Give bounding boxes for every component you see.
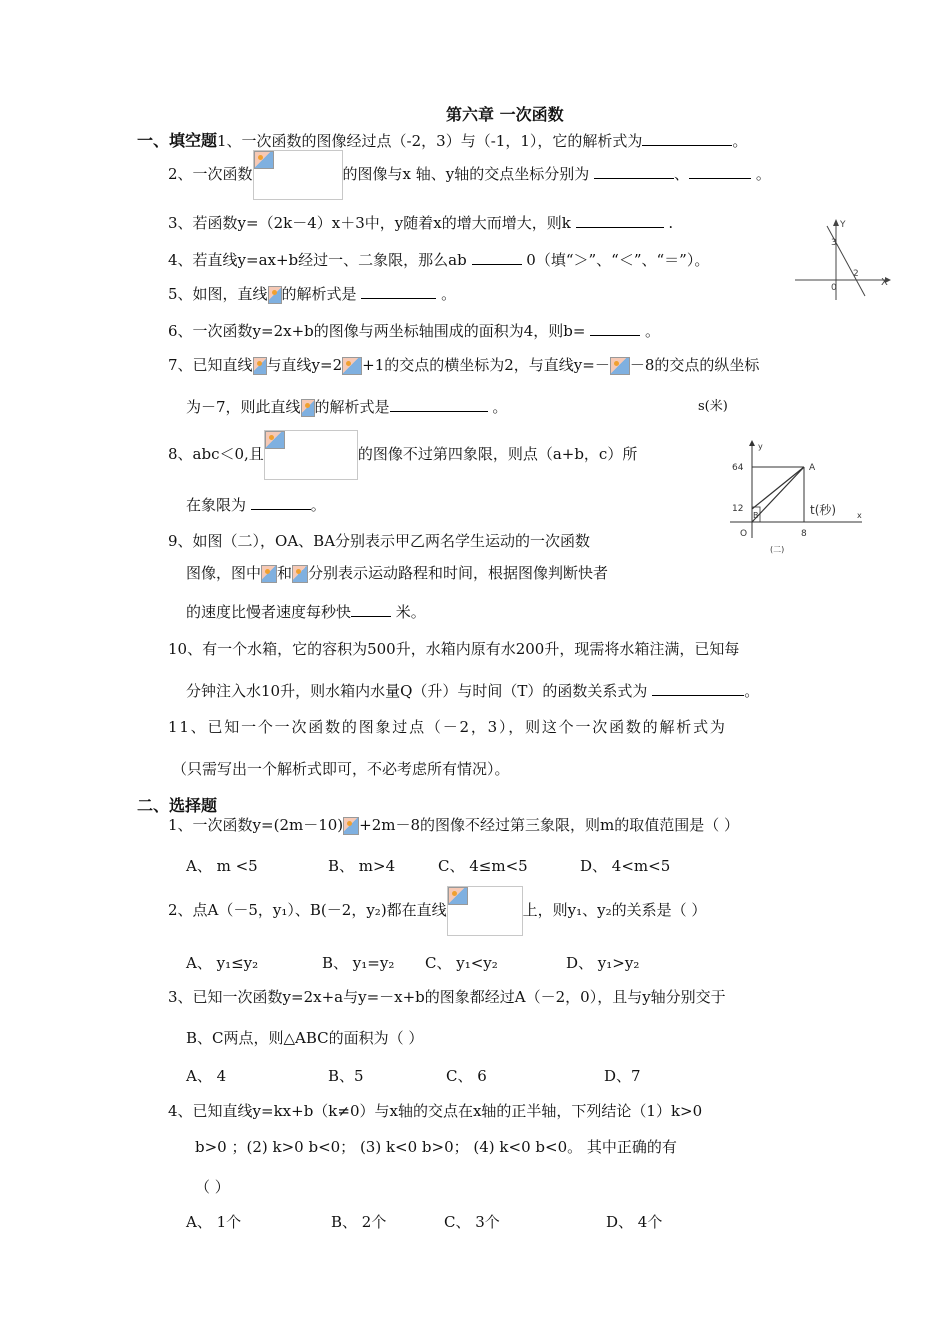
x-tick-label: 2 bbox=[853, 269, 859, 279]
line-BA bbox=[752, 467, 804, 509]
fill-q1: 一、填空题1、一次函数的图像经过点（-2，3）与（-1，1），它的解析式为 。 bbox=[137, 131, 748, 150]
t-axis-label: t(秒) bbox=[810, 503, 837, 517]
image-icon bbox=[342, 357, 362, 375]
image-icon bbox=[292, 565, 308, 583]
fill-q10-cont: 分钟注入水10升，则水箱内水量Q（升）与时间（T）的函数关系式为 。 bbox=[186, 682, 760, 700]
choice-q2: 2、点A（－5，y₁）、B(－2，y₂)都在直线 上，则y₁、y₂的关系是（ ） bbox=[168, 886, 706, 936]
origin-label: 0 bbox=[831, 283, 837, 293]
answer-blank[interactable] bbox=[594, 164, 674, 179]
choice-q3-cont: B、C两点，则△ABC的面积为（ ） bbox=[186, 1029, 424, 1047]
y-axis-arrow bbox=[833, 219, 839, 226]
image-icon bbox=[343, 817, 359, 835]
choice-q1-option-b[interactable]: B、 m>4 bbox=[328, 857, 396, 875]
image-icon bbox=[254, 151, 274, 169]
image-icon bbox=[268, 286, 282, 304]
choice-q2-option-b[interactable]: B、 y₁=y₂ bbox=[322, 954, 395, 972]
choice-q1: 1、一次函数y=(2m－10) +2m－8的图像不经过第三象限，则m的取值范围是（ ） bbox=[168, 816, 740, 834]
choice-q4-cont: b>0 ；(2) k>0 b<0； (3) k<0 b>0； (4) k<0 b<0。 其中正确的有 bbox=[195, 1138, 677, 1156]
choice-q1-option-a[interactable]: A、 m <5 bbox=[186, 857, 258, 875]
fill-q7: 7、已知直线 与直线y=2 +1的交点的横坐标为2，与直线y=－ －8的交点的纵坐标 bbox=[168, 356, 760, 374]
point-A-label: A bbox=[809, 463, 816, 473]
image-icon bbox=[448, 887, 468, 905]
choice-q3-option-b[interactable]: B、5 bbox=[328, 1067, 364, 1085]
formula-image-placeholder bbox=[447, 886, 523, 936]
fill-q7-cont: 为－7，则此直线 的解析式是 。 bbox=[186, 398, 508, 416]
fill-q8: 8、abc＜0,且 的图像不过第四象限，则点（a+b，c）所 bbox=[168, 430, 637, 480]
figure2-s-label: s(米) bbox=[698, 399, 728, 414]
fill-q3: 3、若函数y=（2k－4）x＋3中，y随着x的增大而增大，则k . bbox=[168, 214, 674, 232]
y-tick-label: 3 bbox=[831, 238, 837, 248]
choice-q3-option-c[interactable]: C、 6 bbox=[446, 1067, 487, 1085]
y-tick-12: 12 bbox=[732, 504, 744, 514]
y-axis-arrow bbox=[749, 440, 755, 446]
fill-q9-cont2: 的速度比慢者速度每秒快 米。 bbox=[186, 603, 426, 621]
image-icon bbox=[610, 357, 630, 375]
choice-q4-cont2: （ ） bbox=[195, 1178, 230, 1196]
fill-q10: 10、有一个水箱，它的容积为500升，水箱内原有水200升，现需将水箱注满，已知每 bbox=[168, 640, 740, 658]
fill-q6: 6、一次函数y=2x+b的图像与两坐标轴围成的面积为4，则b= 。 bbox=[168, 322, 661, 340]
image-icon bbox=[261, 565, 277, 583]
y-axis-label: Y bbox=[840, 220, 846, 230]
origin-label: O bbox=[740, 529, 748, 539]
fill-q9: 9、如图（二），OA、BA分别表示甲乙两名学生运动的一次函数 bbox=[168, 532, 591, 550]
choice-q4-option-a[interactable]: A、 1个 bbox=[186, 1213, 242, 1231]
answer-blank[interactable] bbox=[251, 495, 311, 510]
choice-q4-option-b[interactable]: B、 2个 bbox=[331, 1213, 387, 1231]
choice-q2-option-d[interactable]: D、 y₁>y₂ bbox=[566, 954, 640, 972]
answer-blank[interactable] bbox=[590, 321, 640, 336]
choice-q4: 4、已知直线y=kx+b（k≠0）与x轴的交点在x轴的正半轴，下列结论（1）k>0 bbox=[168, 1102, 703, 1120]
choice-q3-option-a[interactable]: A、 4 bbox=[186, 1067, 227, 1085]
answer-blank[interactable] bbox=[576, 213, 664, 228]
section2-heading: 二、选择题 bbox=[137, 796, 218, 815]
answer-blank[interactable] bbox=[351, 602, 391, 617]
choice-q3-option-d[interactable]: D、7 bbox=[604, 1067, 641, 1085]
choice-q4-option-c[interactable]: C、 3个 bbox=[444, 1213, 500, 1231]
y-axis-label: y bbox=[758, 442, 763, 451]
fill-q5: 5、如图，直线 的解析式是 。 bbox=[168, 285, 457, 303]
formula-image-placeholder bbox=[253, 150, 343, 200]
image-icon bbox=[301, 399, 315, 417]
answer-blank[interactable] bbox=[652, 681, 744, 696]
choice-q1-option-d[interactable]: D、 4<m<5 bbox=[580, 857, 671, 875]
answer-blank[interactable] bbox=[689, 164, 751, 179]
choice-q1-option-c[interactable]: C、 4≤m<5 bbox=[438, 857, 528, 875]
fill-q2: 2、一次函数 的图像与x 轴、y轴的交点坐标分别为 、 。 bbox=[168, 150, 771, 200]
figure-line-graph bbox=[795, 216, 895, 302]
fill-q9-cont: 图像，图中 和 分别表示运动路程和时间，根据图像判断快者 bbox=[186, 564, 609, 582]
choice-q2-option-c[interactable]: C、 y₁<y₂ bbox=[425, 954, 498, 972]
figure-caption: (二) bbox=[770, 545, 785, 554]
choice-q2-option-a[interactable]: A、 y₁≤y₂ bbox=[186, 954, 259, 972]
answer-blank[interactable] bbox=[361, 284, 436, 299]
section1-heading: 一、填空题 bbox=[137, 131, 218, 150]
figure-motion-graph bbox=[722, 438, 872, 558]
page-title: 第六章 一次函数 bbox=[446, 105, 564, 124]
point-B-label: B bbox=[753, 511, 759, 520]
choice-q3: 3、已知一次函数y=2x+a与y=－x+b的图象都经过A（－2，0），且与y轴分别交于 bbox=[168, 988, 726, 1006]
answer-blank[interactable] bbox=[390, 397, 488, 412]
answer-blank[interactable] bbox=[642, 131, 732, 146]
x-axis-label: X bbox=[881, 277, 888, 288]
fill-q11: 11、已知一个一次函数的图象过点（－2，3），则这个一次函数的解析式为 bbox=[168, 718, 727, 736]
fill-q4: 4、若直线y=ax+b经过一、二象限，那么ab 0（填“＞”、“＜”、“＝”）。 bbox=[168, 251, 710, 269]
x-tick-8: 8 bbox=[801, 529, 807, 539]
answer-blank[interactable] bbox=[472, 250, 522, 265]
y-tick-64: 64 bbox=[732, 463, 744, 473]
image-icon bbox=[253, 357, 267, 375]
choice-q4-option-d[interactable]: D、 4个 bbox=[606, 1213, 663, 1231]
formula-image-placeholder bbox=[264, 430, 358, 480]
image-icon bbox=[265, 431, 285, 449]
x-axis-label: x bbox=[857, 511, 862, 520]
fill-q8-cont: 在象限为 。 bbox=[186, 496, 326, 514]
fill-q11-cont: （只需写出一个解析式即可，不必考虑所有情况）。 bbox=[172, 760, 510, 778]
